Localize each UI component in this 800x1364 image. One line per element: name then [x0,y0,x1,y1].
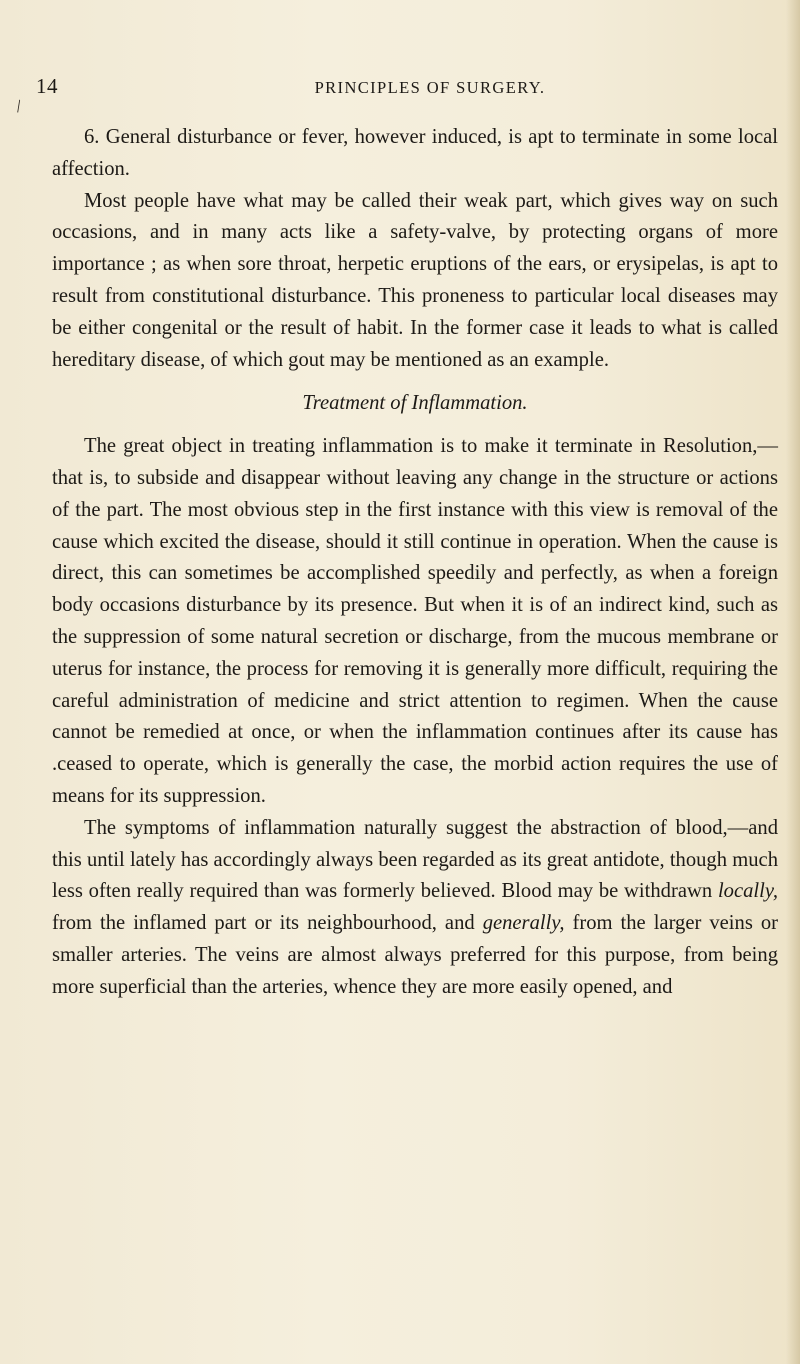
section-heading: Treatment of Inflammation. [302,392,528,415]
paragraph-general-disturbance: 6. General disturbance or fever, however induced, is apt to terminate in some local affection. [52,126,778,180]
page-number: 14 [36,74,58,98]
body-text [52,122,778,1004]
page-edge-shadow [786,0,800,1364]
text-run: from the inflamed part or its neighbourhood, and [52,912,483,935]
paragraph-abstraction-of-blood [52,813,778,1004]
text-run: from the larger veins or smaller arteries. The veins are almost always preferred for this purpose, from being more superficial than the arteries, whence they are more easily opened, and [52,912,778,998]
margin-mark: \ [11,96,26,117]
italic-term-locally: locally, [717,880,778,903]
running-head: PRINCIPLES OF SURGERY. [314,78,546,97]
paragraph-weak-part: Most people have what may be called their weak part, which gives way on such occasions, and in many acts like a safety-valve, by protecting organs of more importance ; as when sore throat, herpetic eruptions of the ears, or erysipelas, is apt to result from constitutional disturbance. This proneness to particular local diseases may be either congenital or the result of habit. In the former case it leads to what is called hereditary disease, of which gout may be mentioned as an example. [52,189,778,371]
paragraph-resolution: The great object in treating inflammation is to make it terminate in Resolution,—that is, to subside and disappear without leaving any change in the structure or actions of the part. The most obvious step in the first instance with this view is removal of the cause which excited the disease, should it still continue in operation. When the cause is direct, this can sometimes be accomplished speedily and perfectly, as when a foreign body occasions disturbance by its presence. But when it is of an indirect kind, such as the suppression of some natural secretion or discharge, from the mucous membrane or uterus for instance, the process for removing it is generally more difficult, requiring the careful administration of medicine and strict attention to regimen. When the cause cannot be remedied at once, or when the inflammation continues after its cause has .ceased to operate, which is generally the case, the morbid action requires the use of means for its suppression. [52,435,778,807]
text-run: The symptoms of inflammation naturally suggest the abstraction of blood,—and this until lately has accordingly always been regarded as its great antidote, though much less often really required than was formerly believed. Blood may be withdrawn [52,816,778,903]
italic-term-generally: generally, [482,912,565,935]
